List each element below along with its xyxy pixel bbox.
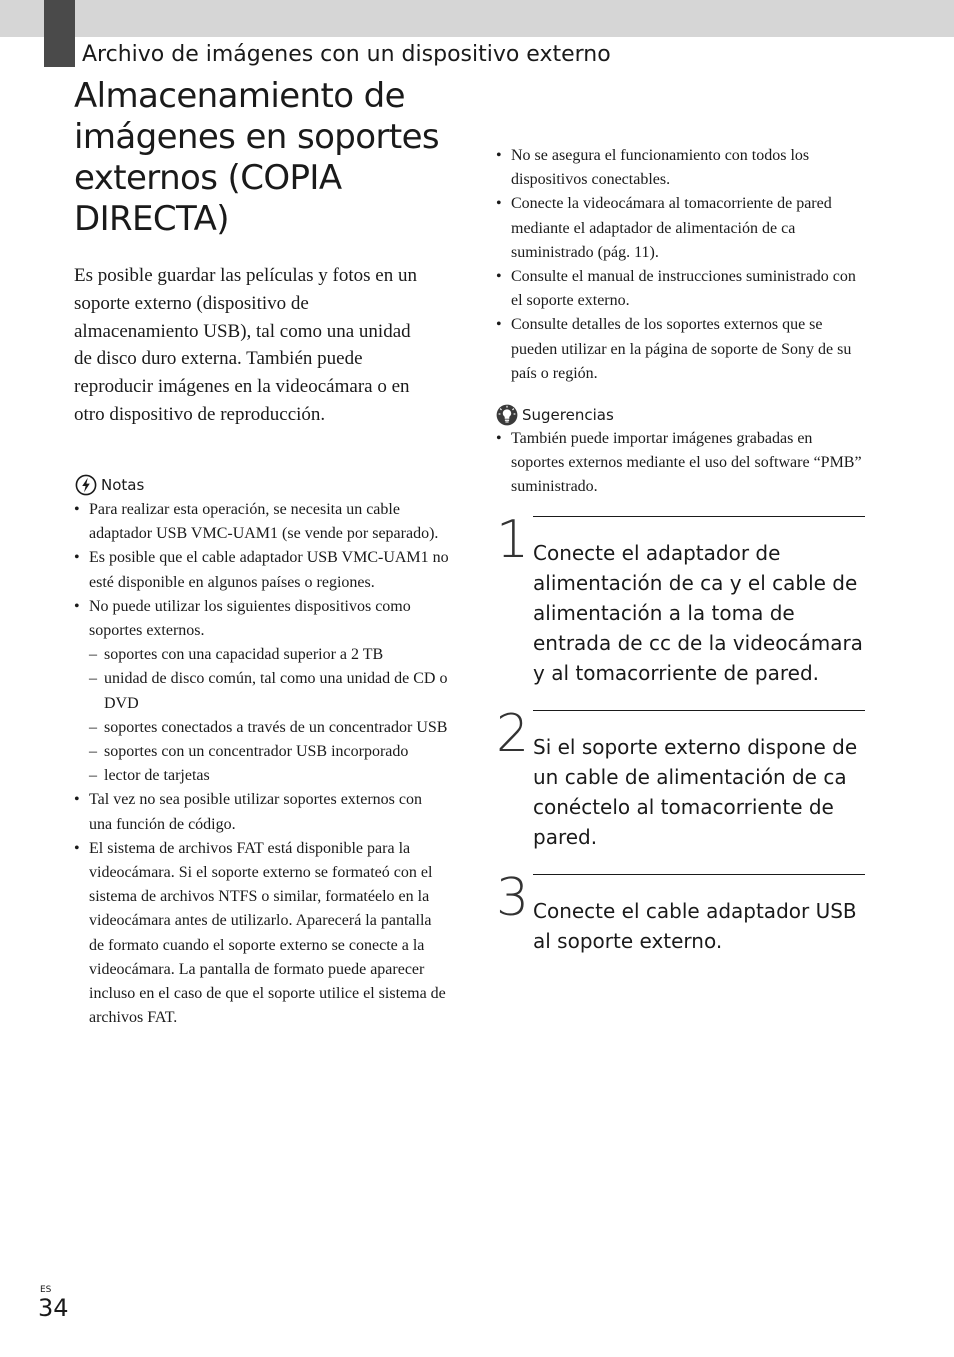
lightbulb-icon	[496, 404, 518, 426]
step-number: 2	[496, 704, 530, 764]
list-item: – soportes con un concentrador USB incorporado	[89, 740, 449, 764]
list-item: • No puede utilizar los siguientes dispositivos como soportes externos. – soportes con una capacidad superior a 2 TB – unidad de disco común, tal como una unidad de CD o DVD – soportes conectados a través de un concentrador USB – soportes con un concentrador USB incorporado – lector de tarjetas	[74, 595, 449, 789]
step-text: Si el soporte externo dispone de un cable de alimentación de ca conéctelo al tomacorriente de pared.	[533, 735, 858, 849]
step-divider	[533, 710, 865, 711]
section-tab-marker	[44, 0, 75, 67]
tips-list	[496, 427, 868, 500]
tips-heading	[496, 404, 614, 426]
step-number: 1	[496, 510, 530, 570]
unsupported-devices-list	[89, 643, 449, 788]
page-number: 34	[38, 1294, 69, 1322]
list-item: – soportes conectados a través de un concentrador USB	[89, 716, 449, 740]
list-item: – unidad de disco común, tal como una unidad de CD o DVD	[89, 667, 449, 715]
list-item: • No se asegura el funcionamiento con todos los dispositivos conectables.	[496, 144, 868, 192]
step-text: Conecte el cable adaptador USB al soporte externo.	[533, 899, 857, 953]
list-item: • Conecte la videocámara al tomacorriente de pared mediante el adaptador de alimentación de ca suministrado (pág. 11).	[496, 192, 868, 265]
page-title: Almacenamiento de imágenes en soportes externos (COPIA DIRECTA)	[74, 76, 440, 239]
notes-heading	[75, 474, 144, 496]
list-item: • Tal vez no sea posible utilizar soportes externos con una función de código.	[74, 788, 449, 836]
list-item: • Consulte el manual de instrucciones suministrado con el soporte externo.	[496, 265, 868, 313]
notes-list	[74, 498, 449, 1030]
right-notes-list	[496, 144, 868, 386]
tips-heading-label: Sugerencias	[522, 406, 614, 424]
notes-heading-label: Notas	[101, 476, 145, 494]
list-item: • Es posible que el cable adaptador USB VMC-UAM1 no esté disponible en algunos países o regiones.	[74, 546, 449, 594]
list-item: • Para realizar esta operación, se necesita un cable adaptador USB VMC-UAM1 (se vende por separado).	[74, 498, 449, 546]
list-item: – soportes con una capacidad superior a 2 TB	[89, 643, 449, 667]
language-code: ES	[40, 1285, 52, 1295]
intro-paragraph: Es posible guardar las películas y fotos en un soporte externo (dispositivo de almacenamiento USB), tal como una unidad de disco duro externa. También puede reproducir imágenes en la videocámara o en otro dispositivo de reproducción.	[74, 265, 417, 425]
step-divider	[533, 874, 865, 875]
list-item: • El sistema de archivos FAT está disponible para la videocámara. Si el soporte externo se formateó con el sistema de archivos NTFS o similar, formatéelo en la videocámara antes de utilizarlo. Aparecerá la pantalla de formato cuando el soporte externo se conecte a la videocámara. La pantalla de formato puede aparecer incluso en el caso de que el soporte utilice el sistema de archivos FAT.	[74, 837, 449, 1031]
header-band	[0, 0, 954, 37]
step-text: Conecte el adaptador de alimentación de ca y el cable de alimentación a la toma de entrada de cc de la videocámara y al tomacorriente de pared.	[533, 541, 863, 685]
list-item: • Consulte detalles de los soportes externos que se pueden utilizar en la página de soporte de Sony de su país o región.	[496, 313, 868, 386]
section-title: Archivo de imágenes con un dispositivo externo	[82, 42, 611, 67]
step-number: 3	[496, 868, 530, 928]
list-item: • También puede importar imágenes grabadas en soportes externos mediante el uso del software “PMB” suministrado.	[496, 427, 868, 500]
list-item: – lector de tarjetas	[89, 764, 449, 788]
step-divider	[533, 516, 865, 517]
notes-icon	[75, 474, 97, 496]
